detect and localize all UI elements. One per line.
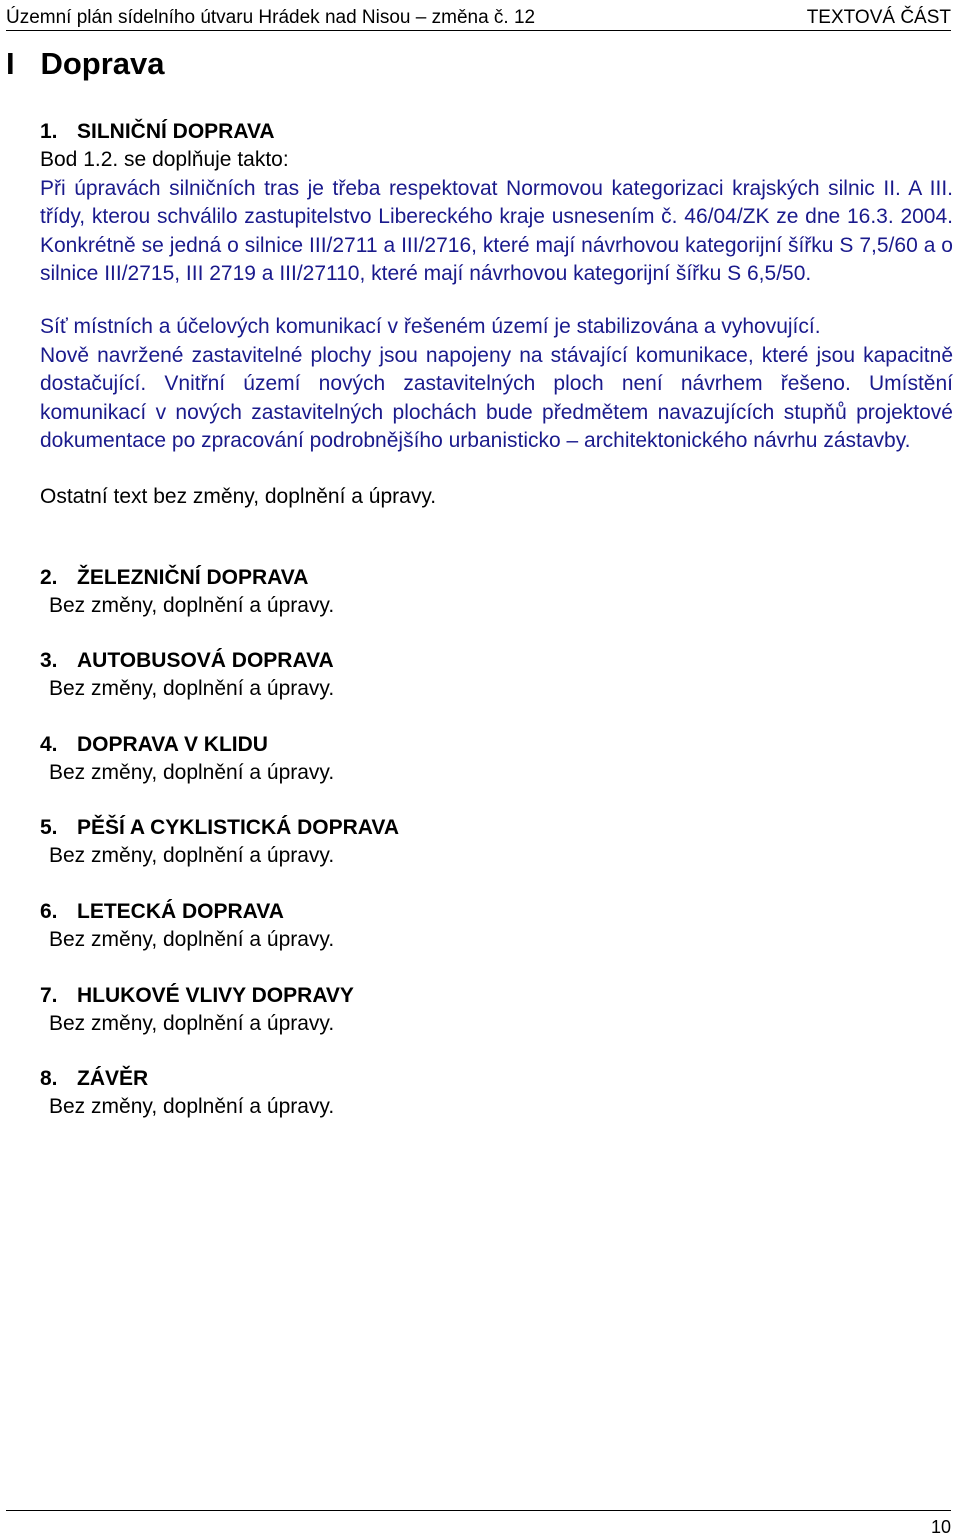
document-title: Územní plán sídelního útvaru Hrádek nad Nisou – změna č. 12 bbox=[6, 7, 536, 28]
section-heading-text: ZÁVĚR bbox=[77, 1067, 149, 1091]
section-pesi-a-cyklisticka-doprava bbox=[40, 814, 953, 871]
page-header bbox=[6, 4, 951, 31]
section-heading bbox=[40, 118, 953, 146]
section-heading-text: LETECKÁ DOPRAVA bbox=[77, 899, 284, 923]
section-number: 3. bbox=[40, 649, 58, 673]
unchanged-note: Ostatní text bez změny, doplnění a úpravy. bbox=[40, 484, 437, 508]
unchanged-note: Bez změny, doplnění a úpravy. bbox=[49, 760, 335, 784]
section-number: 2. bbox=[40, 565, 58, 589]
section-heading bbox=[40, 647, 953, 675]
document-part-label: TEXTOVÁ ČÁST bbox=[806, 7, 951, 28]
unchanged-note: Bez změny, doplnění a úpravy. bbox=[49, 1095, 335, 1119]
section-number: 6. bbox=[40, 899, 58, 923]
amendment-paragraph: Síť místních a účelových komunikací v řešeném území je stabilizována a vyhovující. bbox=[40, 314, 821, 338]
section-heading bbox=[40, 814, 953, 842]
section-silnicni-doprava bbox=[40, 118, 953, 512]
chapter-title: I Doprava bbox=[6, 46, 165, 81]
section-number: 4. bbox=[40, 732, 58, 756]
unchanged-note: Bez změny, doplnění a úpravy. bbox=[49, 593, 335, 617]
section-heading-text: SILNIČNÍ DOPRAVA bbox=[77, 120, 275, 143]
unchanged-note: Bez změny, doplnění a úpravy. bbox=[49, 927, 335, 951]
section-heading-text: ŽELEZNIČNÍ DOPRAVA bbox=[77, 565, 309, 589]
document-body bbox=[40, 118, 953, 1122]
section-letecka-doprava bbox=[40, 898, 953, 955]
section-heading-text: HLUKOVÉ VLIVY DOPRAVY bbox=[77, 983, 354, 1007]
section-heading bbox=[40, 898, 953, 926]
section-autobusova-doprava bbox=[40, 647, 953, 704]
section-number: 7. bbox=[40, 983, 58, 1007]
section-heading-text: AUTOBUSOVÁ DOPRAVA bbox=[77, 649, 334, 673]
amendment-intro: Bod 1.2. se doplňuje takto: bbox=[40, 148, 289, 171]
section-hlukove-vlivy-dopravy bbox=[40, 982, 953, 1039]
page-footer bbox=[6, 1510, 951, 1537]
section-zaver bbox=[40, 1065, 953, 1122]
section-number: 5. bbox=[40, 816, 58, 840]
section-doprava-v-klidu bbox=[40, 731, 953, 788]
section-heading bbox=[40, 564, 953, 592]
amendment-paragraph: Nově navržené zastavitelné plochy jsou napojeny na stávající komunikace, které jsou kapacitně dostačující. Vnitřní území nových zastavitelných ploch není návrhem řešeno. Umístění komunikací v nových zastavitelných plochách bude předmětem navazujících stupňů projektové dokumentace po zpracování podrobnějšího urbanisticko – architektonického návrhu zástavby. bbox=[40, 343, 953, 453]
section-heading bbox=[40, 982, 953, 1010]
section-heading bbox=[40, 731, 953, 759]
section-heading bbox=[40, 1065, 953, 1093]
section-zeleznicni-doprava bbox=[40, 564, 953, 621]
amendment-paragraph: Při úpravách silničních tras je třeba respektovat Normovou kategorizaci krajských silnic II. A III. třídy, kterou schválilo zastupitelstvo Libereckého kraje usnesením č. 46/04/ZK ze dne 16.3. 2004. Konkrétně se jedná o silnice III/2711 a III/2716, které mají návrhovou kategorijní šířku S 7,5/60 a o silnice III/2715, III 2719 a III/27110, které mají návrhovou kategorijní šířku S 6,5/50. bbox=[40, 176, 953, 286]
unchanged-note: Bez změny, doplnění a úpravy. bbox=[49, 1011, 335, 1035]
section-heading-text: PĚŠÍ A CYKLISTICKÁ DOPRAVA bbox=[77, 816, 400, 840]
unchanged-note: Bez změny, doplnění a úpravy. bbox=[49, 677, 335, 701]
unchanged-note: Bez změny, doplnění a úpravy. bbox=[49, 844, 335, 868]
section-heading-text: DOPRAVA V KLIDU bbox=[77, 732, 268, 756]
section-number: 1. bbox=[40, 120, 58, 143]
page-number: 10 bbox=[930, 1517, 951, 1537]
section-number: 8. bbox=[40, 1067, 58, 1091]
